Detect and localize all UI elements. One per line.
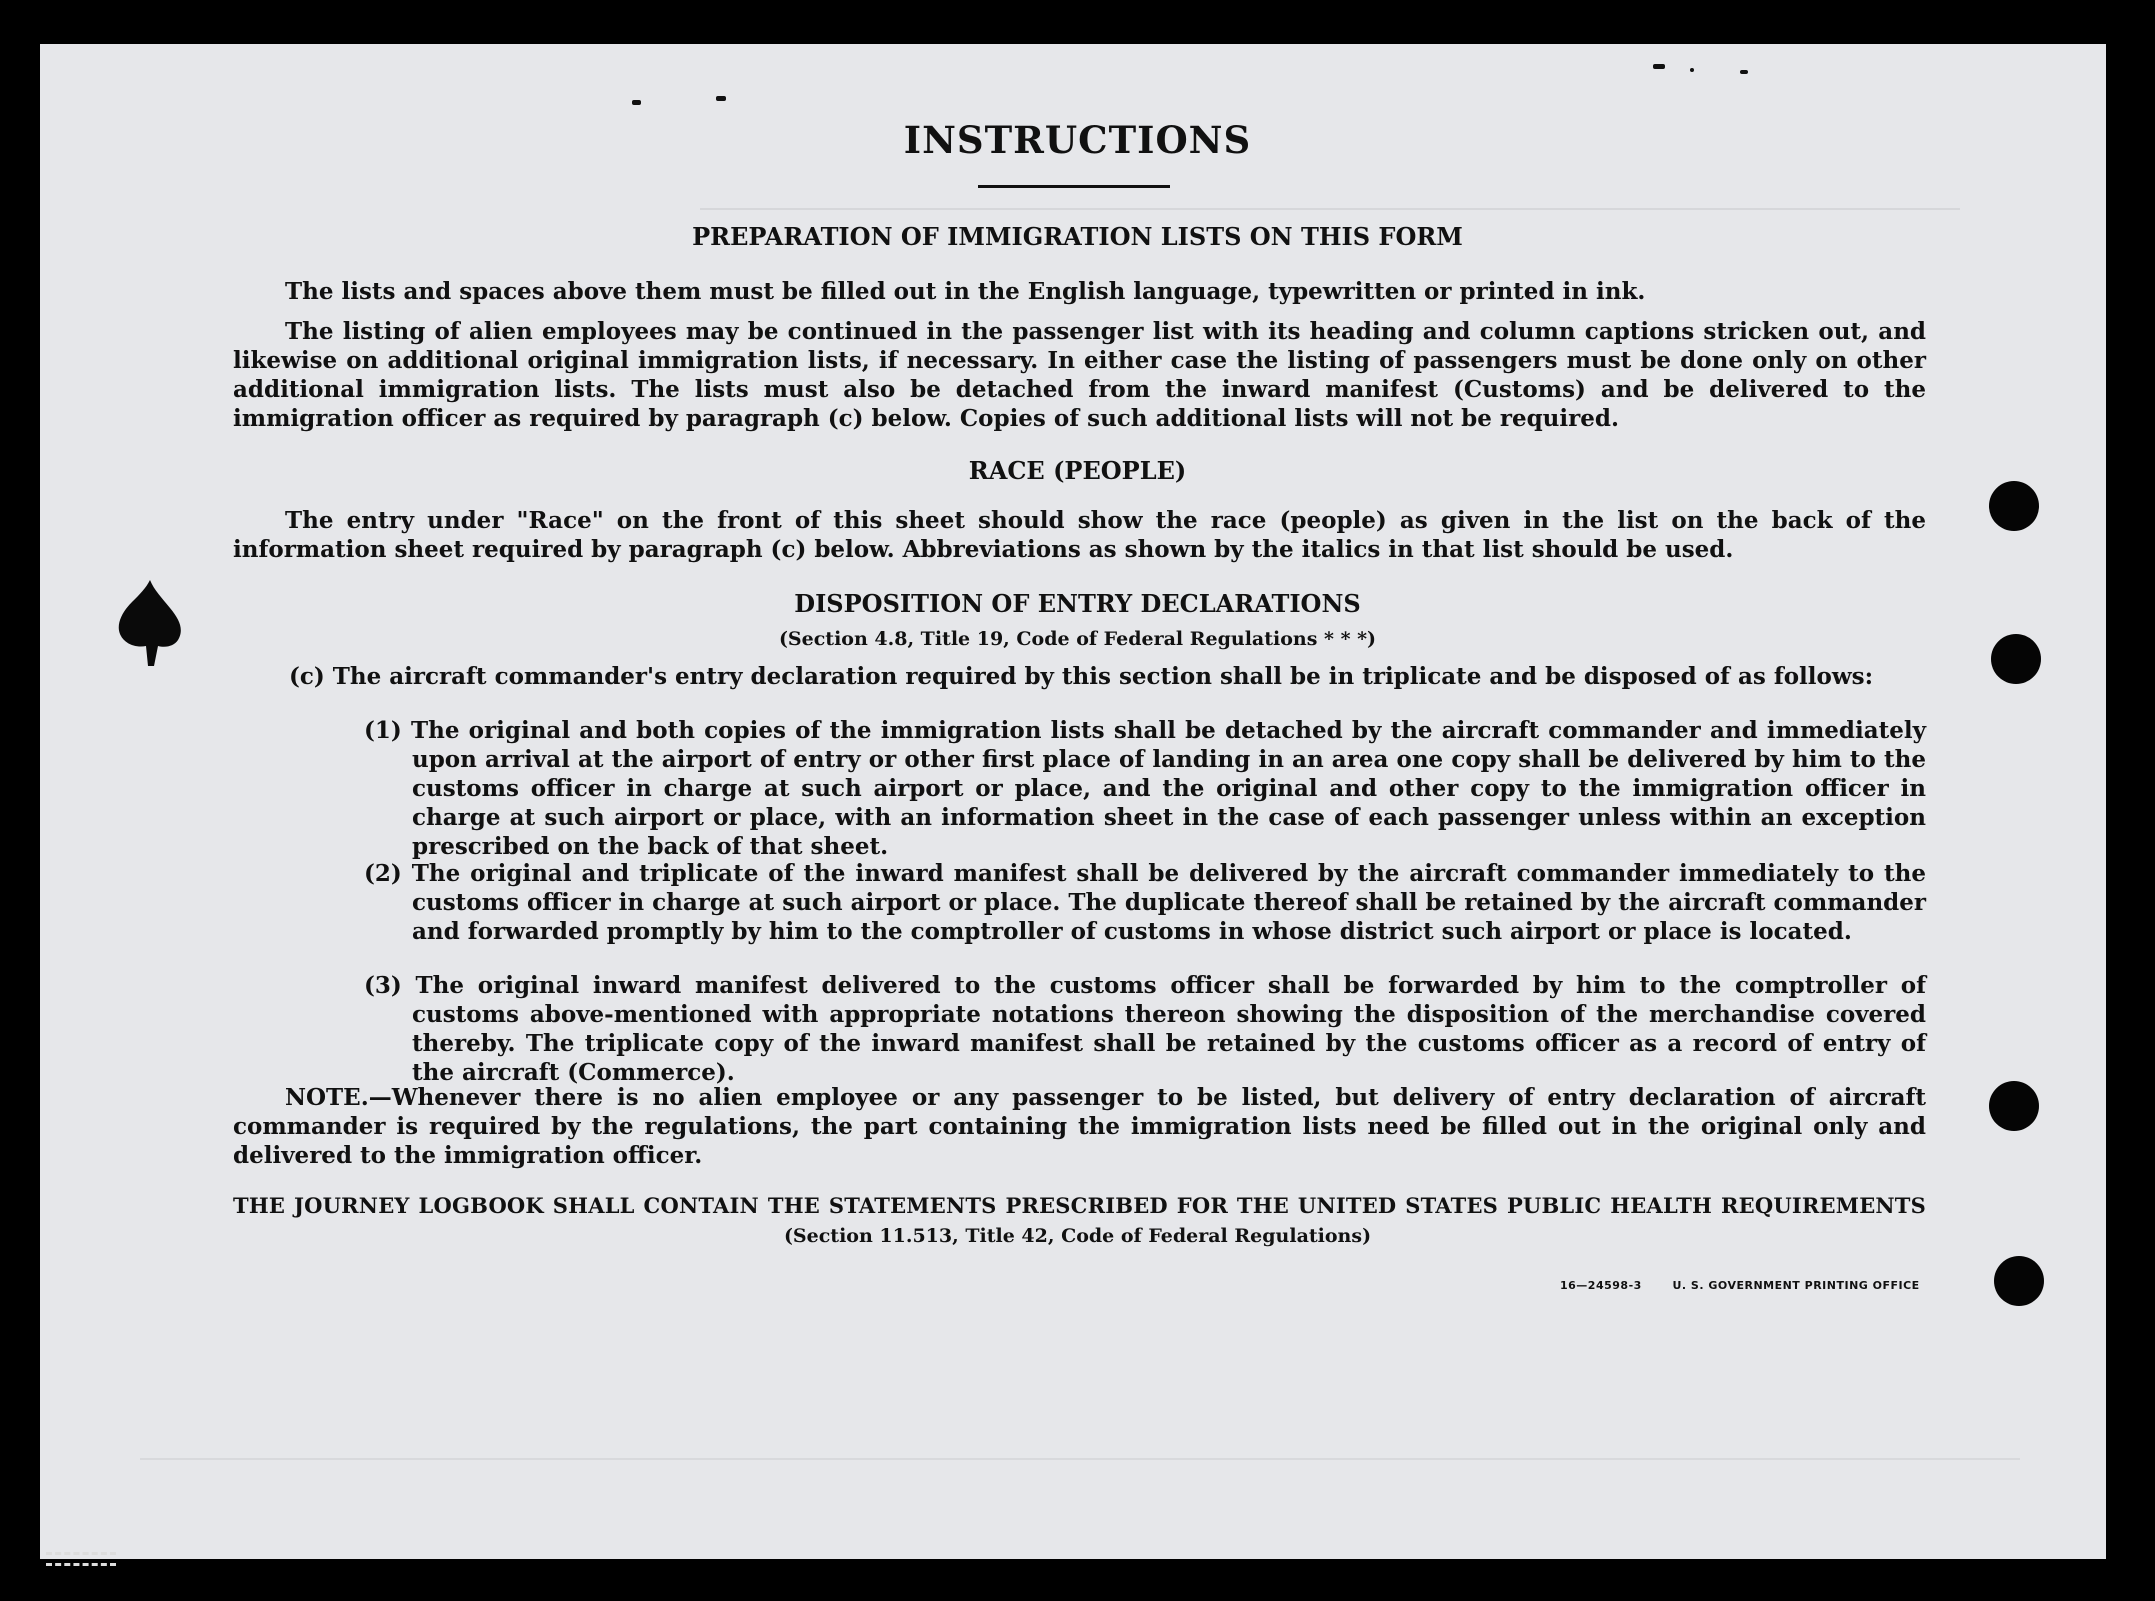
health-requirements-line: THE JOURNEY LOGBOOK SHALL CONTAIN THE STATEMENTS PRESCRIBED FOR THE UNITED STATES PUBLIC HEALTH REQUIREMENTS xyxy=(233,1193,1926,1218)
note-lead: NOTE. xyxy=(285,1084,369,1111)
item-number: (2) xyxy=(364,860,402,887)
list-item xyxy=(338,859,1926,946)
disposition-citation: (Section 4.8, Title 19, Code of Federal Regulations * * *) xyxy=(778,628,1377,650)
ink-speck xyxy=(1690,68,1694,72)
race-heading: RACE (PEOPLE) xyxy=(968,456,1187,485)
printer-name: U. S. GOVERNMENT PRINTING OFFICE xyxy=(1672,1279,1920,1292)
edge-marks xyxy=(46,1552,116,1566)
list-item xyxy=(338,716,1926,861)
item-text: The original and both copies of the immigration lists shall be detached by the aircraft commander and immediately upon arrival at the airport of entry or other first place of landing in an area one copy shall be delivered by him to the customs officer in charge at such airport or place, and the original and other copy to the immigration officer in charge at such airport or place, with an information sheet in the case of each passenger unless within an exception prescribed on the back of that sheet. xyxy=(411,717,1927,860)
item-text: The original and triplicate of the inward manifest shall be delivered by the aircraft commander immediately to the customs officer in charge at such airport or place. The duplicate thereof shall be retained by the aircraft commander and forwarded promptly by him to the comptroller of customs in whose district such airport or place is located. xyxy=(411,860,1926,945)
ink-speck xyxy=(1740,70,1748,74)
punch-hole xyxy=(1989,481,2039,531)
ink-speck xyxy=(1653,64,1665,69)
punch-hole xyxy=(1994,1256,2044,1306)
note-paragraph xyxy=(233,1083,1926,1170)
title-underline xyxy=(978,185,1170,188)
note-text: —Whenever there is no alien employee or any passenger to be listed, but delivery of entry declaration of aircraft commander is required by the regulations, the part containing the immigration lists need be filled out in the original only and delivered to the immigration officer. xyxy=(233,1084,1926,1169)
disposition-intro: (c) The aircraft commander's entry declaration required by this section shall be in triplicate and be disposed of as follows: xyxy=(289,663,1874,690)
list-item xyxy=(338,971,1926,1087)
preparation-paragraph-2: The listing of alien employees may be continued in the passenger list with its heading and column captions stricken out, and likewise on additional original immigration lists, if necessary. In either case the listing of passengers must be done only on other additional immigration lists. The lists must also be detached from the inward manifest (Customs) and be delivered to the immigration officer as required by paragraph (c) below. Copies of such additional lists will not be required. xyxy=(233,318,1926,432)
item-text: The original inward manifest delivered to the customs officer shall be forwarded by him to the comptroller of customs above-mentioned with appropriate notations thereon showing the disposition of the merchandise covered thereby. The triplicate copy of the inward manifest shall be retained by the customs officer as a record of entry of the aircraft (Commerce). xyxy=(412,972,1926,1086)
preparation-paragraph-1: The lists and spaces above them must be filled out in the English language, typewritten or printed in ink. xyxy=(285,278,1646,305)
item-number: (1) xyxy=(364,717,402,744)
printer-imprint xyxy=(1560,1279,1920,1292)
item-number: (3) xyxy=(364,972,402,999)
disposition-heading: DISPOSITION OF ENTRY DECLARATIONS xyxy=(794,589,1361,618)
page-title: INSTRUCTIONS xyxy=(903,118,1252,162)
ink-blot-mark xyxy=(114,578,186,668)
punch-hole xyxy=(1989,1081,2039,1131)
ink-speck xyxy=(632,100,641,105)
punch-hole xyxy=(1991,634,2041,684)
health-citation: (Section 11.513, Title 42, Code of Federal Regulations) xyxy=(783,1225,1372,1247)
ink-speck xyxy=(716,96,726,101)
race-paragraph: The entry under "Race" on the front of this sheet should show the race (people) as given in the list on the back of the information sheet required by paragraph (c) below. Abbreviations as shown by the italics in that list should be used. xyxy=(233,507,1926,563)
form-number: 16—24598-3 xyxy=(1560,1279,1642,1292)
preparation-heading: PREPARATION OF IMMIGRATION LISTS ON THIS FORM xyxy=(692,222,1463,251)
